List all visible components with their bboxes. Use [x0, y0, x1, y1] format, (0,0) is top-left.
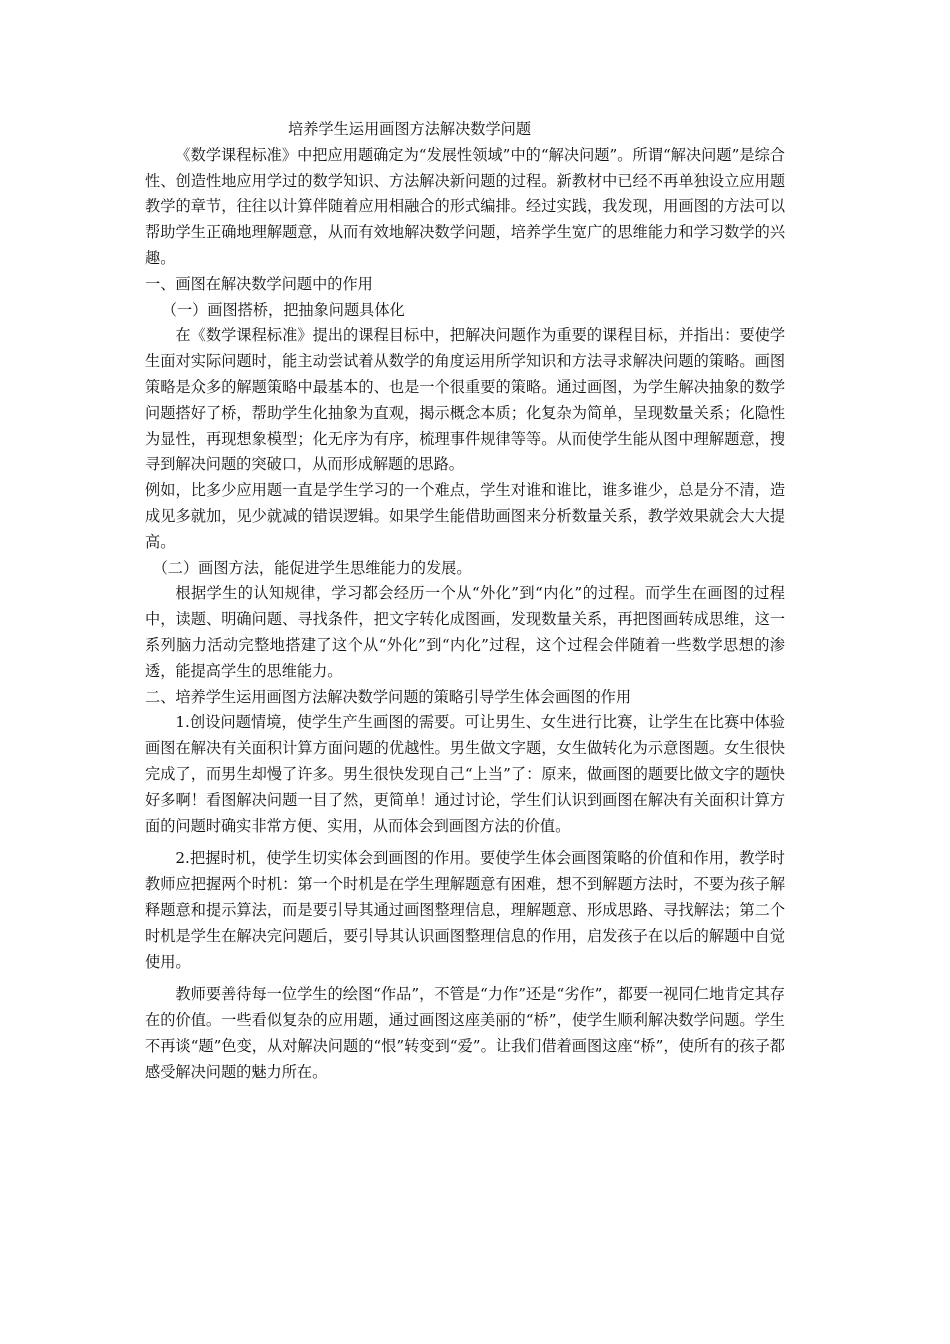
closing-paragraph: 教师要善待每一位学生的绘图“作品”，不管是“力作”还是“劣作”，都要一视同仁地肯定其存在的价值。一些看似复杂的应用题，通过画图这座美丽的“桥”，使学生顺利解决数学问题。学生不再谈“题”色变，从对解决问题的“恨”转变到“爱”。让我们借着画图这座“桥”，使所有的孩子都感受解决问题的魅力所在。 — [145, 985, 785, 1081]
subsection1-paragraph: 在《数学课程标准》提出的课程目标中，把解决问题作为重要的课程目标，并指出：要使学生面对实际问题时，能主动尝试着从数学的角度运用所学知识和方法寻求解决问题的策略。画图策略是众多的解题策略中最基本的、也是一个很重要的策略。通过画图，为学生解决抽象的数学问题搭好了桥，帮助学生化抽象为直观，揭示概念本质；化复杂为简单，呈现数量关系；化隐性为显性，再现想象模型；化无序为有序，梳理事件规律等等。从而使学生能从图中理解题意，搜寻到解决问题的突破口，从而形成解题的思路。 — [145, 326, 785, 474]
section1-heading: 一、画图在解决数学问题中的作用 — [145, 274, 373, 293]
intro-paragraph: 《数学课程标准》中把应用题确定为“发展性领域”中的“解决问题”。所谓“解决问题”是综合性、创造性地应用学过的数学知识、方法解决新问题的过程。新教材中已经不再单独设立应用题教学的章节，往往以计算伴随着应用相融合的形式编排。经过实践，我发现，用画图的方法可以帮助学生正确地理解题意，从而有效地解决数学问题，培养学生宽广的思维能力和学习数学的兴趣。 — [145, 145, 785, 267]
document-page — [145, 117, 785, 1085]
document-title: 培养学生运用画图方法解决数学问题 — [288, 120, 531, 138]
point1-paragraph: 1.创设问题情境，使学生产生画图的需要。可让男生、女生进行比赛，让学生在比赛中体验画图在解决有关面积计算方面问题的优越性。男生做文字题，女生做转化为示意图题。女生很快完成了，而男生却慢了许多。男生很快发现自己“上当”了：原来，做画图的题要比做文字的题快好多啊！看图解决问题一目了然，更简单！通过讨论，学生们认识到画图在解决有关面积计算方面的问题时确实非常方便、实用，从而体会到画图方法的价值。 — [145, 713, 785, 835]
subsection2-paragraph: 根据学生的认知规律，学习都会经历一个从“外化”到“内化”的过程。而学生在画图的过程中，读题、明确问题、寻找条件，把文字转化成图画，发现数量关系，再把图画转成思维，这一系列脑力活动完整地搭建了这个从“外化”到“内化”过程，这个过程会伴随着一些数学思想的渗透，能提高学生的思维能力。 — [145, 584, 785, 680]
section2-heading: 二、培养学生运用画图方法解决数学问题的策略引导学生体会画图的作用 — [145, 687, 631, 706]
subsection1-heading: （一）画图搭桥，把抽象问题具体化 — [161, 300, 405, 319]
subsection2-heading: （二）画图方法，能促进学生思维能力的发展。 — [152, 558, 472, 577]
point2-paragraph: 2.把握时机，使学生切实体会到画图的作用。要使学生体会画图策略的价值和作用，教学时教师应把握两个时机：第一个时机是在学生理解题意有困难，想不到解题方法时，不要为孩子解释题意和提示算法，而是要引导其通过画图整理信息，理解题意、形成思路、寻找解法；第二个时机是学生在解决完问题后，要引导其认识画图整理信息的作用，启发孩子在以后的解题中自觉使用。 — [145, 849, 785, 971]
example-paragraph: 例如，比多少应用题一直是学生学习的一个难点，学生对谁和谁比，谁多谁少，总是分不清，造成见多就加，见少就减的错误逻辑。如果学生能借助画图来分析数量关系，教学效果就会大大提高。 — [145, 481, 785, 551]
